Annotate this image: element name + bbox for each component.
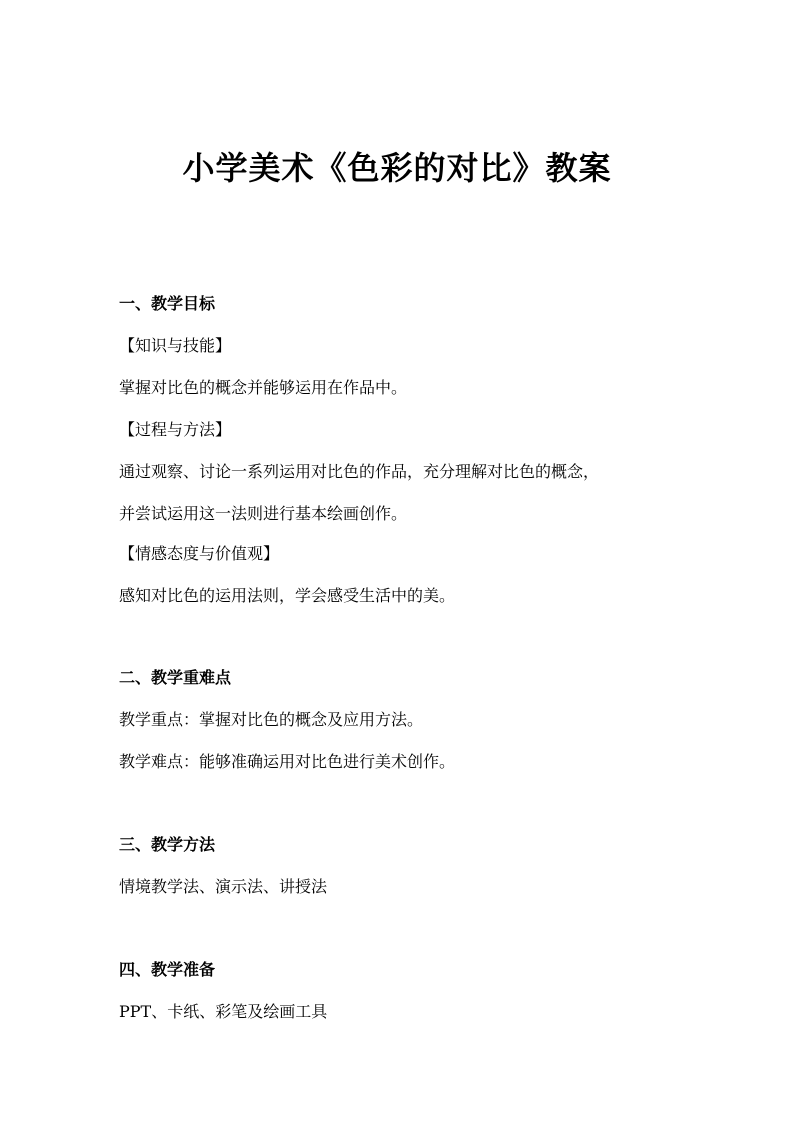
subsection-label-process: 【过程与方法】 [119, 420, 232, 439]
paragraph-line: 情境教学法、演示法、讲授法 [119, 877, 328, 896]
section-heading-methods: 三、教学方法 [119, 835, 216, 854]
paragraph-line: 感知对比色的运用法则，学会感受生活中的美。 [119, 586, 456, 605]
paragraph-line: 掌握对比色的概念并能够运用在作品中。 [119, 378, 408, 397]
section-heading-objectives: 一、教学目标 [119, 294, 216, 313]
section-heading-preparation: 四、教学准备 [119, 960, 216, 979]
subsection-label-knowledge: 【知识与技能】 [119, 336, 232, 355]
paragraph-line: 通过观察、讨论一系列运用对比色的作品，充分理解对比色的概念， [119, 462, 600, 481]
paragraph-line: 教学难点：能够准确运用对比色进行美术创作。 [119, 752, 456, 771]
paragraph-line: 教学重点：掌握对比色的概念及应用方法。 [119, 710, 424, 729]
document-title: 小学美术《色彩的对比》教案 [182, 149, 612, 187]
paragraph-line: PPT、卡纸、彩笔及绘画工具 [119, 1002, 328, 1021]
section-heading-key-points: 二、教学重难点 [119, 668, 232, 687]
subsection-label-values: 【情感态度与价值观】 [119, 544, 280, 563]
paragraph-line: 并尝试运用这一法则进行基本绘画创作。 [119, 504, 408, 523]
